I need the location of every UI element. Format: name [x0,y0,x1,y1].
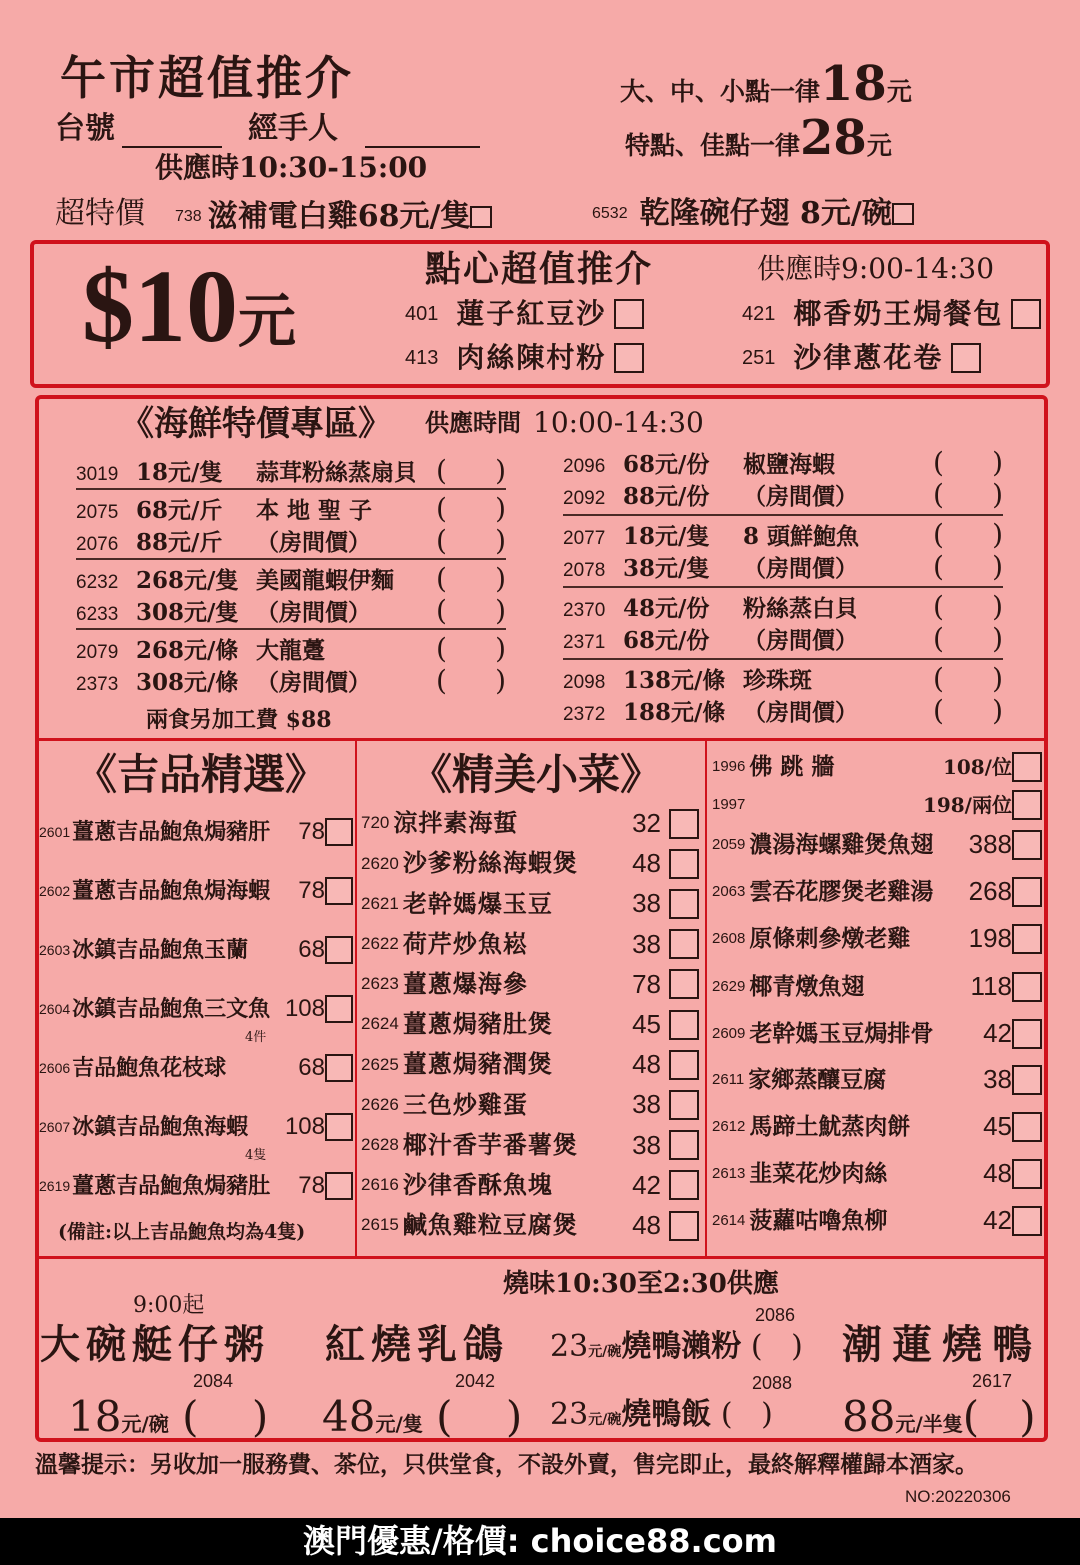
item-price: 268 [968,876,1012,906]
quantity-field[interactable]: ( ) [933,662,1003,695]
pigeon-code: 2042 [455,1371,496,1391]
checkbox[interactable] [1012,1065,1042,1095]
watermark-banner: 澳門優惠/格價: choice88.com [0,1518,1080,1565]
abalone-item[interactable] [39,818,353,847]
dish-item[interactable] [361,1009,699,1040]
checkbox[interactable] [470,206,492,228]
item-price: 108 [284,1113,325,1140]
item-name: 冰鎮吉品鮑魚海蝦 [72,1114,249,1141]
quantity-field[interactable]: ( ) [933,590,1003,623]
item-name: 美國龍蝦伊麵 [256,567,394,594]
checkbox[interactable] [669,1050,699,1080]
item-price: 38 [632,1129,661,1160]
checkbox[interactable] [325,936,353,964]
soup-item[interactable] [712,1064,1042,1095]
item-name: 椰汁香芋番薯煲 [402,1129,578,1159]
item-price: 68元/份 [623,451,710,478]
item-price: 388 [968,829,1012,859]
item-sub: 4件 [245,1030,267,1045]
checkbox[interactable] [1012,790,1042,820]
seafood-row[interactable] [76,562,506,594]
item-name: 濃湯海螺雞煲魚翅 [749,830,934,858]
item-name: 韭菜花炒肉絲 [749,1159,888,1187]
divider [705,740,707,1258]
item-price: 308元/條 [136,669,239,696]
divider [355,740,357,1258]
item-code: 2622 [361,933,399,953]
item-price: 38 [632,1089,661,1120]
abalone-item[interactable] [39,936,353,965]
item-code: 2607 [39,1119,71,1135]
item-price: 78 [632,968,661,999]
soup-item[interactable] [712,790,1042,820]
checkbox[interactable] [669,969,699,999]
seafood-time: 10:00-14:30 [533,406,704,439]
item-code: 720 [361,813,390,833]
item-name: 薑蔥吉品鮑魚焗豬肝 [72,819,271,846]
dish-item[interactable] [361,888,699,919]
seafood-row[interactable] [76,492,506,524]
item-name: 椒鹽海蝦 [743,451,835,478]
checkbox[interactable] [1012,924,1042,954]
item-name: （房間價） [743,627,858,654]
dimsum-item[interactable] [742,297,1041,331]
pigeon-name: 紅燒乳鴿 [325,1321,509,1368]
seafood-row[interactable] [76,594,506,626]
seafood-group [76,452,506,490]
footer-notice: 溫馨提示：另收加一服務費、茶位，只供堂食，不設外賣，售完即止，最終解釋權歸本酒家。 [35,1451,978,1478]
item-name: 雲吞花膠煲老雞湯 [749,877,934,905]
seafood-group [563,660,1003,730]
seafood-row[interactable] [563,590,1003,622]
item-price: 188元/條 [623,699,726,726]
item-code: 2611 [712,1070,745,1088]
seafood-row[interactable] [76,664,506,696]
soup-item[interactable] [712,876,1042,907]
item-code: 2609 [712,1024,746,1042]
divider [37,1256,1046,1259]
item-code: 401 [405,302,439,325]
item-name: 珍珠斑 [743,667,812,694]
item-code: 6233 [76,604,119,625]
quantity-field[interactable]: ( ) [436,492,506,525]
item-price: 268元/隻 [136,567,239,594]
item-code: 2098 [563,672,606,693]
dish-item[interactable] [361,1049,699,1080]
checkbox[interactable] [669,1090,699,1120]
supply-time: 供應時10:30-15:00 [155,151,428,184]
item-code: 2625 [361,1054,399,1074]
quantity-field[interactable]: ( ) [436,562,506,595]
item-name: 老幹媽爆玉豆 [402,888,553,918]
congee-code: 2084 [193,1371,234,1391]
special-item-738[interactable]: 738 滋補電白雞68元/隻 [175,200,492,233]
item-code: 1996 [712,758,746,775]
abalone-item[interactable] [39,995,353,1024]
item-name: 沙爹粉絲海蝦煲 [402,848,578,878]
item-name: 冰鎮吉品鮑魚玉蘭 [72,937,249,964]
seafood-group [76,490,506,560]
item-price: 198 [968,923,1012,953]
item-name: 大龍躉 [256,637,325,664]
item-name: （房間價） [743,483,858,510]
item-price: 88元/份 [623,483,710,510]
soup-item[interactable] [712,1158,1042,1189]
item-code: 2604 [39,1001,71,1017]
checkbox[interactable] [325,1113,353,1141]
item-code: 2075 [76,502,119,523]
soup-item[interactable] [712,829,1042,860]
item-code: 2614 [712,1211,746,1229]
item-code: 2621 [361,893,399,913]
abalone-item[interactable] [39,1054,353,1083]
seafood-row[interactable] [563,662,1003,694]
duck-noodle-order[interactable]: 23元/碗燒鴨瀨粉 ( ) [550,1329,803,1364]
seafood-row[interactable] [563,550,1003,582]
dimsum-item[interactable] [742,341,981,375]
soup-item[interactable] [712,752,1042,782]
item-name: （房間價） [256,669,371,696]
item-name: 8 頭鮮鮑魚 [743,523,860,550]
item-code: 2096 [563,456,606,477]
item-price: 118 [970,971,1012,1001]
item-name: 肉絲陳村粉 [456,341,607,374]
item-price: 38元/隻 [623,555,710,582]
item-code: 2624 [361,1014,399,1034]
handler-label: 經手人 [248,111,338,146]
dish-item[interactable] [361,969,699,1000]
special-label: 超特價 [55,196,145,231]
item-price: 68元/斤 [136,497,223,524]
dish-item[interactable] [361,1130,699,1161]
checkbox[interactable] [669,889,699,919]
handler-input-line[interactable] [365,146,480,148]
checkbox[interactable] [614,343,644,373]
item-code: 2612 [712,1117,746,1135]
dimsum-big-price: $10元 [82,249,297,364]
item-price: 42 [983,1018,1012,1048]
seafood-row[interactable] [76,454,506,486]
seafood-row[interactable] [563,518,1003,550]
item-price: 38 [983,1064,1012,1094]
item-price: 38 [632,928,661,959]
checkbox[interactable] [669,1211,699,1241]
item-code: 2371 [563,632,606,653]
quantity-field[interactable]: ( ) [436,632,506,665]
quantity-field[interactable]: ( ) [933,550,1003,583]
item-price: 88元/斤 [136,529,223,556]
item-price: 18元/隻 [136,459,223,486]
item-code: 2628 [361,1134,399,1154]
soup-item[interactable] [712,1205,1042,1236]
abalone-title: 《吉品精選》 [75,750,328,799]
item-price: 78 [298,818,325,845]
item-name: 薑蔥焗豬潤煲 [402,1049,553,1079]
menu-number: NO:20220306 [905,1487,1011,1506]
checkbox[interactable] [325,877,353,905]
seafood-group [76,560,506,630]
item-code: 1997 [712,796,746,813]
item-name: 冰鎮吉品鮑魚三文魚 [72,996,271,1023]
seafood-group [563,588,1003,660]
quantity-field[interactable]: ( ) [933,478,1003,511]
seafood-note: 兩食另加工費 $88 [146,707,332,733]
checkbox[interactable] [614,299,644,329]
item-code: 2092 [563,488,606,509]
item-name: 馬蹄土魷蒸肉餅 [749,1112,911,1140]
seafood-group [563,516,1003,588]
item-code: 2608 [712,929,746,947]
item-name: 薑蔥焗豬肚煲 [402,1009,553,1039]
checkbox[interactable] [1012,972,1042,1002]
pigeon-order[interactable]: 48元/隻 ( ) [322,1392,523,1441]
checkbox[interactable] [325,995,353,1023]
seafood-left-column [76,452,506,698]
item-name: 粉絲蒸白貝 [743,595,858,622]
item-name: 老幹媽玉豆焗排骨 [749,1019,934,1047]
checkbox[interactable] [1012,752,1042,782]
item-name: 荷芹炒魚崧 [402,928,528,958]
quantity-field[interactable]: ( ) [933,518,1003,551]
checkbox[interactable] [669,1010,699,1040]
item-name: 薑蔥爆海參 [402,968,528,998]
seafood-group [563,444,1003,516]
quantity-field[interactable]: ( ) [933,694,1003,727]
price-rule-1: 大、中、小點一律18元 [620,56,912,112]
item-name: 吉品鮑魚花枝球 [72,1055,227,1082]
item-code: 2059 [712,835,746,853]
duck-order[interactable]: 88元/半隻( ) [842,1392,1036,1441]
item-name: 薑蔥吉品鮑魚焗豬肚 [72,1173,271,1200]
dimsum-item[interactable] [405,341,644,375]
checkbox[interactable] [325,818,353,846]
abalone-item[interactable] [39,1113,353,1142]
item-code: 2079 [76,642,119,663]
special-item-6532[interactable]: 6532 乾隆碗仔翅 8元/碗 [592,197,914,230]
roast-title: 燒味10:30至2:30供應 [503,1269,779,1299]
duck-noodle-code: 2086 [755,1305,796,1325]
item-code: 2603 [39,942,71,958]
checkbox[interactable] [325,1054,353,1082]
quantity-field[interactable]: ( ) [436,524,506,557]
dish-item[interactable] [361,929,699,960]
congee-order[interactable]: 18元/碗 ( ) [68,1392,269,1441]
item-price: 48 [983,1158,1012,1188]
item-name: 佛 跳 牆 [749,753,835,781]
seafood-group [76,630,506,698]
item-name: 家鄉蒸釀豆腐 [748,1065,887,1093]
item-code: 251 [742,346,776,369]
checkbox[interactable] [892,203,914,225]
price-rule-2: 特點、佳點一律28元 [625,110,892,166]
dimsum-item[interactable] [405,297,644,331]
table-input-line[interactable] [122,146,222,148]
item-code: 2629 [712,977,746,995]
item-price: 48元/份 [623,595,710,622]
page-title: 午市超值推介 [60,51,354,105]
checkbox[interactable] [669,849,699,879]
item-name: 椰香奶王焗餐包 [793,297,1004,330]
checkbox[interactable] [669,1170,699,1200]
item-sub: 4隻 [245,1148,267,1163]
seafood-row[interactable] [76,632,506,664]
item-name: 菠蘿咕嚕魚柳 [749,1206,888,1234]
item-code: 2620 [361,853,399,873]
item-price: 78 [298,877,325,904]
item-price: 308元/隻 [136,599,239,626]
item-code: 421 [742,302,776,325]
divider [37,738,1046,741]
item-name: （房間價） [743,699,858,726]
item-name: （房間價） [743,555,858,582]
item-code: 2373 [76,674,119,695]
checkbox[interactable] [1012,1019,1042,1049]
dish-item[interactable] [361,808,699,839]
item-name: 本 地 聖 子 [256,497,373,524]
checkbox[interactable] [1012,1112,1042,1142]
item-name: 沙律香酥魚塊 [402,1169,553,1199]
checkbox[interactable] [669,809,699,839]
duck-rice-code: 2088 [752,1373,793,1393]
soup-item[interactable] [712,1111,1042,1142]
item-code: 2626 [361,1094,399,1114]
item-price: 78 [298,1172,325,1199]
item-code: 2619 [39,1178,71,1194]
item-name: 鹹魚雞粒豆腐煲 [402,1210,578,1240]
seafood-right-column [563,444,1003,730]
soup-item[interactable] [712,923,1042,954]
item-code: 2606 [39,1060,71,1076]
quantity-field[interactable]: ( ) [933,622,1003,655]
item-price: 38 [632,888,661,919]
item-code: 2616 [361,1175,399,1195]
item-price: 48 [632,848,661,879]
checkbox[interactable] [1012,830,1042,860]
abalone-item[interactable] [39,877,353,906]
soup-item[interactable] [712,971,1042,1002]
checkbox[interactable] [669,929,699,959]
dish-item[interactable] [361,1089,699,1120]
quantity-field[interactable]: ( ) [436,664,506,697]
abalone-item[interactable] [39,1172,353,1201]
dish-item[interactable] [361,1210,699,1241]
quantity-field[interactable]: ( ) [436,454,506,487]
item-code: 2602 [39,883,71,899]
item-name: 原條刺參燉老雞 [749,924,911,952]
item-price: 42 [983,1205,1012,1235]
item-code: 2623 [361,974,399,994]
item-code: 2613 [712,1164,746,1182]
congee-name: 大碗艇仔粥 [40,1321,270,1368]
item-price: 68元/份 [623,627,710,654]
item-code: 413 [405,346,439,369]
checkbox[interactable] [325,1172,353,1200]
item-code: 2372 [563,704,606,725]
item-price: 42 [632,1169,661,1200]
item-name: （房間價） [256,599,371,626]
abalone-note: (備註:以上吉品鮑魚均為4隻) [58,1221,306,1243]
seafood-row[interactable] [563,622,1003,654]
item-code: 2076 [76,534,119,555]
item-price: 108/位 [942,755,1012,779]
dimsum-time: 供應時9:00-14:30 [757,252,995,285]
duck-code: 2617 [972,1371,1013,1391]
item-name: 涼拌素海蜇 [393,808,519,838]
item-price: 48 [632,1049,661,1080]
item-price: 45 [632,1009,661,1039]
item-code: 2615 [361,1215,399,1235]
item-name: 椰青燉魚翅 [749,972,865,1000]
item-price: 68 [298,936,325,963]
item-name: 沙律蔥花卷 [793,341,944,374]
item-price: 138元/條 [623,667,726,694]
item-code: 2078 [563,560,606,581]
item-price: 268元/條 [136,637,239,664]
congee-time: 9:00起 [133,1293,205,1318]
quantity-field[interactable]: ( ) [436,594,506,627]
item-price: 32 [632,808,661,838]
dish-item[interactable] [361,1170,699,1201]
item-code: 6232 [76,572,119,593]
duck-name: 潮蓮燒鴨 [842,1321,1042,1368]
item-price: 18元/隻 [623,523,710,550]
checkbox[interactable] [1011,299,1041,329]
item-code: 3019 [76,464,119,485]
quantity-field[interactable]: ( ) [933,446,1003,479]
dish-item[interactable] [361,848,699,879]
item-price: 108 [284,995,325,1022]
item-name: 薑蔥吉品鮑魚焗海蝦 [72,878,271,905]
item-code: 2077 [563,528,606,549]
item-price: 45 [983,1111,1012,1141]
item-name: 蒜茸粉絲蒸扇貝 [256,459,417,486]
table-label: 台號 [55,111,115,146]
checkbox[interactable] [1012,1206,1042,1236]
soup-item[interactable] [712,1018,1042,1049]
dimsum-title: 點心超值推介 [425,248,654,290]
seafood-row[interactable] [563,446,1003,478]
seafood-title: 《海鮮特價專區》 [120,404,392,444]
duck-rice-order[interactable]: 23元/碗燒鴨飯 ( ) [550,1397,773,1432]
item-price: 198/兩位 [922,793,1012,817]
item-code: 2370 [563,600,606,621]
item-name: （房間價） [256,529,371,556]
dishes-title: 《精美小菜》 [410,750,663,799]
seafood-row[interactable] [76,524,506,556]
seafood-row[interactable] [563,694,1003,726]
seafood-row[interactable] [563,478,1003,510]
item-name: 蓮子紅豆沙 [456,297,607,330]
item-code: 2601 [39,824,71,840]
checkbox[interactable] [1012,877,1042,907]
item-name: 三色炒雞蛋 [402,1089,528,1119]
checkbox[interactable] [669,1130,699,1160]
item-price: 68 [298,1054,325,1081]
seafood-time-label: 供應時間 [425,408,521,437]
item-code: 2063 [712,882,746,900]
item-price: 48 [632,1210,661,1240]
checkbox[interactable] [1012,1159,1042,1189]
checkbox[interactable] [951,343,981,373]
